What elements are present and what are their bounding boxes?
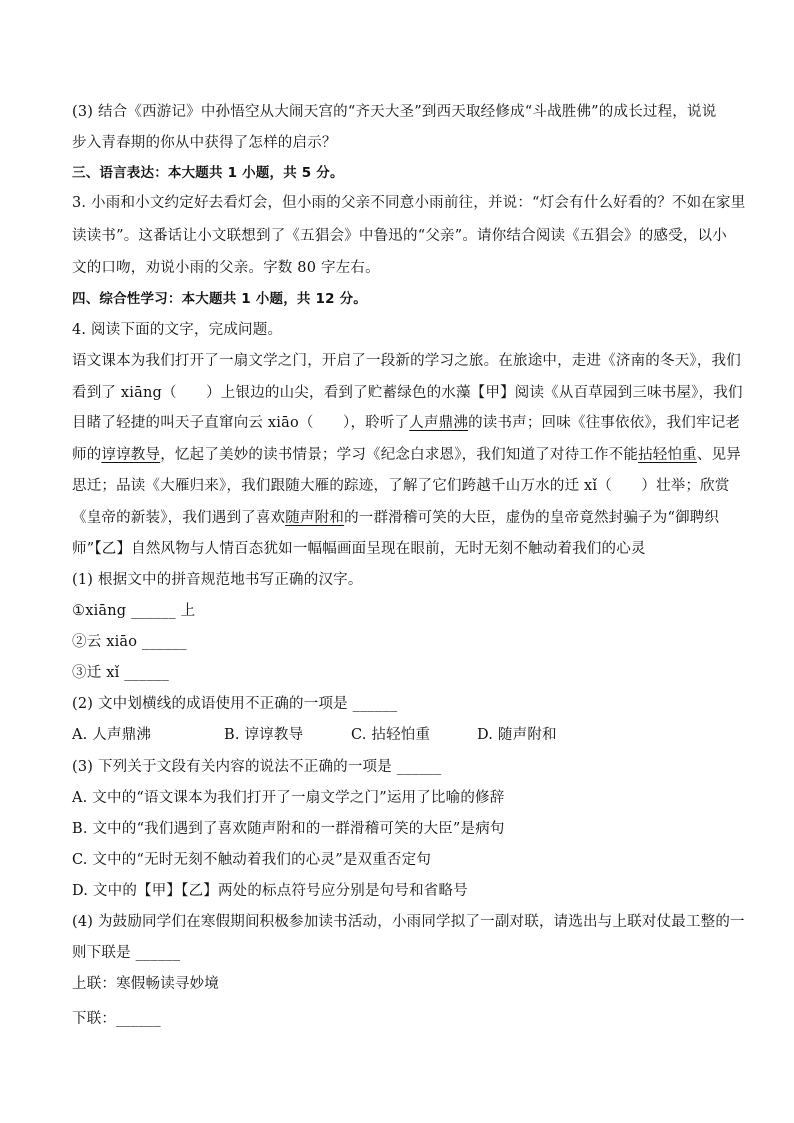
q3-line-2: 读读书”。这番话让小文联想到了《五猖会》中鲁迅的“父亲”。请你结合阅读《五猖会》的感受，以小 [72, 228, 727, 244]
sub1-stem: (1) 根据文中的拼音规范地书写正确的汉字。 [72, 572, 363, 588]
underlined-idiom-a: 人声鼎沸 [409, 415, 469, 431]
sub4-line-1: (4) 为鼓励同学们在寒假期间积极参加读书活动，小雨同学拟了一副对联，请选出与上联对仗最工整的一 [72, 914, 745, 930]
sub1-blank-a: ①xiāng ______ 上 [72, 603, 196, 619]
passage-text: ，忆起了美妙的读书情景；学习《纪念白求恩》，我们知道了对待工作不能 [160, 447, 639, 463]
passage-line-1: 语文课本为我们打开了一扇文学之门，开启了一段新的学习之旅。在旅途中，走进《济南的冬天》，我们 [72, 353, 741, 369]
passage-text: 目睹了轻捷的叫天子直窜向云 xiāo（ ），聆听了 [72, 415, 410, 431]
sub4-line-2: 则下联是 ______ [72, 945, 181, 961]
passage-line-6 [72, 508, 722, 528]
sub1-blank-b: ②云 xiāo ______ [72, 634, 187, 650]
q2-3-line-1: (3) 结合《西游记》中孙悟空从大闹天宫的“齐天大圣”到西天取经修成“斗战胜佛”的成长过程，说说 [72, 104, 717, 120]
section-4-heading: 四、综合性学习：本大题共 1 小题，共 12 分。 [72, 291, 367, 307]
sub3-option-a: A. 文中的“语文课本为我们打开了一扇文学之门”运用了比喻的修辞 [72, 790, 505, 806]
option-d: D. 随声附和 [477, 727, 557, 743]
option-c: C. 拈轻怕重 [351, 727, 431, 743]
underlined-idiom-d: 随声附和 [285, 510, 345, 526]
option-b: B. 谆谆教导 [224, 727, 304, 743]
q3-line-1: 3. 小雨和小文约定好去看灯会，但小雨的父亲不同意小雨前往，并说：“灯会有什么好看的？不如在家里 [72, 195, 746, 211]
q4-intro: 4. 阅读下面的文字，完成问题。 [72, 322, 283, 338]
passage-line-5: 思迁；品读《大雁归来》，我们跟随大雁的踪迹，了解了它们跨越千山万水的迁 xǐ（ ）壮举；欣赏 [72, 478, 730, 494]
passage-text: 的一群滑稽可笑的大臣，虚伪的皇帝竟然封骗子为“御聘织 [344, 510, 720, 526]
couplet-upper: 上联：寒假畅读寻妙境 [72, 976, 219, 992]
passage-text: 师的 [72, 447, 102, 463]
option-a: A. 人声鼎沸 [72, 727, 152, 743]
sub3-option-c: C. 文中的“无时无刻不触动着我们的心灵”是双重否定句 [72, 852, 432, 868]
couplet-lower: 下联：______ [72, 1011, 161, 1027]
passage-text: 的读书声；回味《往事依依》，我们牢记老 [468, 415, 741, 431]
passage-line-4 [72, 445, 741, 465]
sub3-option-b: B. 文中的“我们遇到了喜欢随声附和的一群滑稽可笑的大臣”是病句 [72, 821, 505, 837]
passage-line-3 [72, 413, 741, 433]
underlined-idiom-b: 谆谆教导 [101, 447, 161, 463]
section-3-heading: 三、语言表达：本大题共 1 小题，共 5 分。 [72, 165, 344, 181]
passage-text: 、见异 [696, 447, 741, 463]
sub1-blank-c: ③迁 xǐ ______ [72, 665, 169, 681]
q3-line-3: 文的口吻，劝说小雨的父亲。字数 80 字左右。 [72, 260, 380, 276]
passage-text: 《皇帝的新装》，我们遇到了喜欢 [72, 510, 286, 526]
sub3-option-d: D. 文中的【甲】【乙】两处的标点符号应分别是句号和省略号 [72, 883, 468, 899]
q2-3-line-2: 步入青春期的你从中获得了怎样的启示？ [72, 135, 337, 151]
passage-line-2: 看到了 xiāng（ ）上银边的山尖，看到了贮蓄绿色的水藻【甲】阅读《从百草园到三味书屋》，我们 [72, 385, 743, 401]
sub3-stem: (3) 下列关于文段有关内容的说法不正确的一项是 ______ [72, 759, 442, 775]
underlined-idiom-c: 拈轻怕重 [638, 447, 697, 463]
sub2-stem: (2) 文中划横线的成语使用不正确的一项是 ______ [72, 696, 398, 712]
passage-line-7: 师”【乙】自然风物与人情百态犹如一幅幅画面呈现在眼前，无时无刻不触动着我们的心灵 [72, 541, 646, 557]
